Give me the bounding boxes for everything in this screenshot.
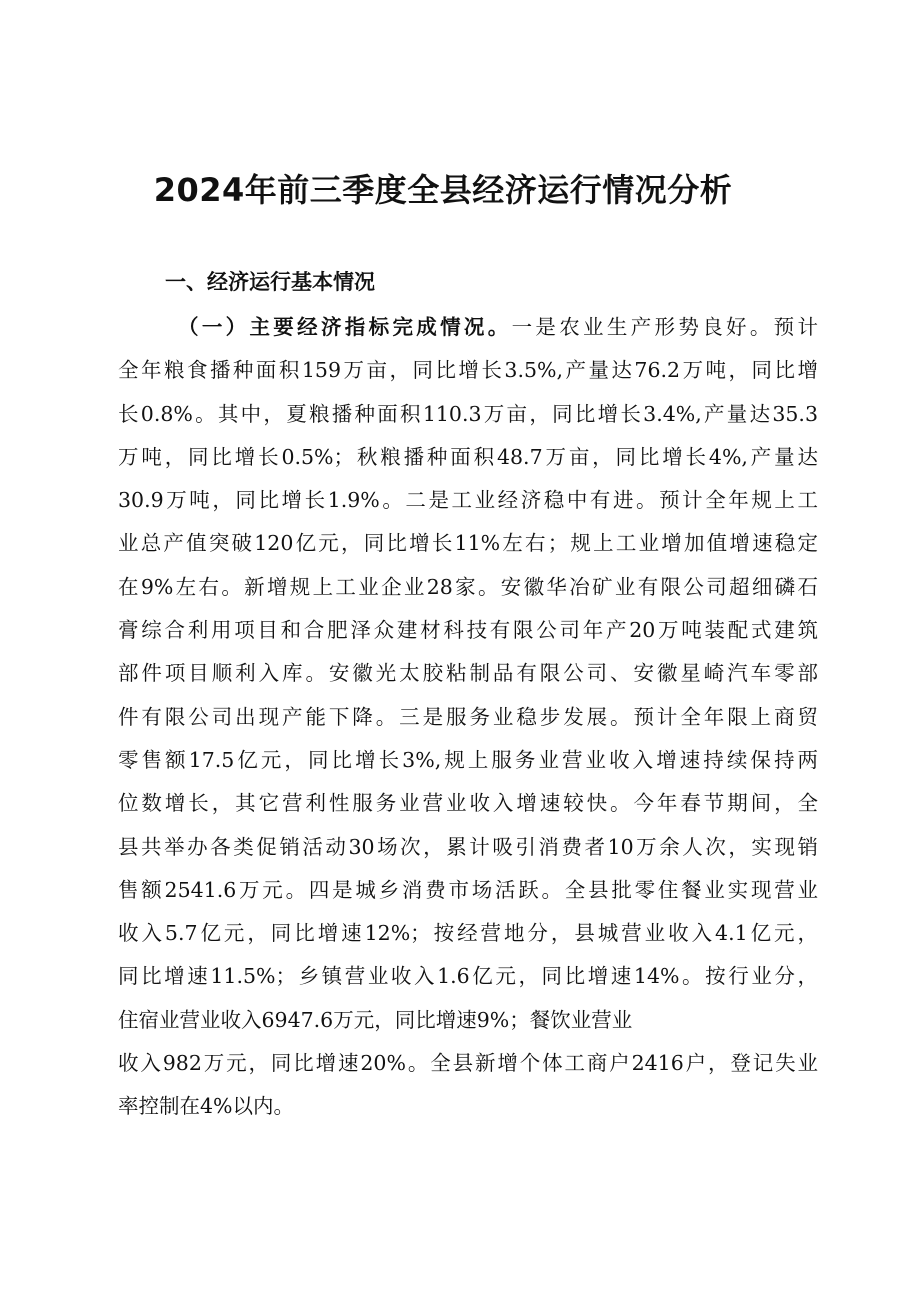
paragraph-line: 收入982万元，同比增速20%。全县新增个体工商户2416户，登记失业	[118, 1051, 818, 1076]
paragraph-line: 位数增长，其它营利性服务业营业收入增速较快。今年春节期间，全	[118, 791, 818, 816]
paragraph-line: 长0.8%。其中，夏粮播种面积110.3万亩，同比增长3.4%,产量达35.3	[118, 401, 818, 426]
paragraph-line: 在9%左右。新增规上工业企业28家。安徽华冶矿业有限公司超细磷石	[118, 574, 818, 599]
paragraph-line: 30.9万吨，同比增长1.9%。二是工业经济稳中有进。预计全年规上工	[118, 488, 818, 513]
paragraph-line: 同比增速11.5%；乡镇营业收入1.6亿元，同比增速14%。按行业分，	[118, 964, 818, 989]
paragraph-line: 零售额17.5亿元，同比增长3%,规上服务业营业收入增速持续保持两	[118, 747, 818, 772]
paragraph-line: 售额2541.6万元。四是城乡消费市场活跃。全县批零住餐业实现营业	[118, 877, 818, 902]
paragraph-line: 住宿业营业收入6947.6万元，同比增速9%；餐饮业营业	[118, 1007, 633, 1032]
body-paragraph	[118, 306, 818, 1129]
paragraph-line-text: 一是农业生产形势良好。预计	[511, 315, 818, 339]
subsection-label: （一）主要经济指标完成情况。	[178, 315, 512, 339]
paragraph-line: 部件项目顺利入库。安徽光太胶粘制品有限公司、安徽星崎汽车零部	[118, 661, 818, 686]
section-heading: 一、经济运行基本情况	[165, 270, 375, 294]
paragraph-line: 件有限公司出现产能下降。三是服务业稳步发展。预计全年限上商贸	[118, 704, 818, 729]
paragraph-line: 万吨，同比增长0.5%；秋粮播种面积48.7万亩，同比增长4%,产量达	[118, 444, 818, 469]
paragraph-line: 全年粮食播种面积159万亩，同比增长3.5%,产量达76.2万吨，同比增	[118, 358, 818, 383]
paragraph-line: 县共举办各类促销活动30场次，累计吸引消费者10万余人次，实现销	[118, 834, 818, 859]
paragraph-line	[118, 306, 818, 349]
paragraph-line: 业总产值突破120亿元，同比增长11%左右；规上工业增加值增速稳定	[118, 531, 818, 556]
paragraph-line: 膏综合利用项目和合肥泽众建材科技有限公司年产20万吨装配式建筑	[118, 618, 818, 643]
document-title: 2024年前三季度全县经济运行情况分析	[153, 171, 733, 209]
paragraph-line: 率控制在4%以内。	[118, 1094, 295, 1119]
paragraph-line: 收入5.7亿元，同比增速12%；按经营地分，县城营业收入4.1亿元，	[118, 921, 818, 946]
